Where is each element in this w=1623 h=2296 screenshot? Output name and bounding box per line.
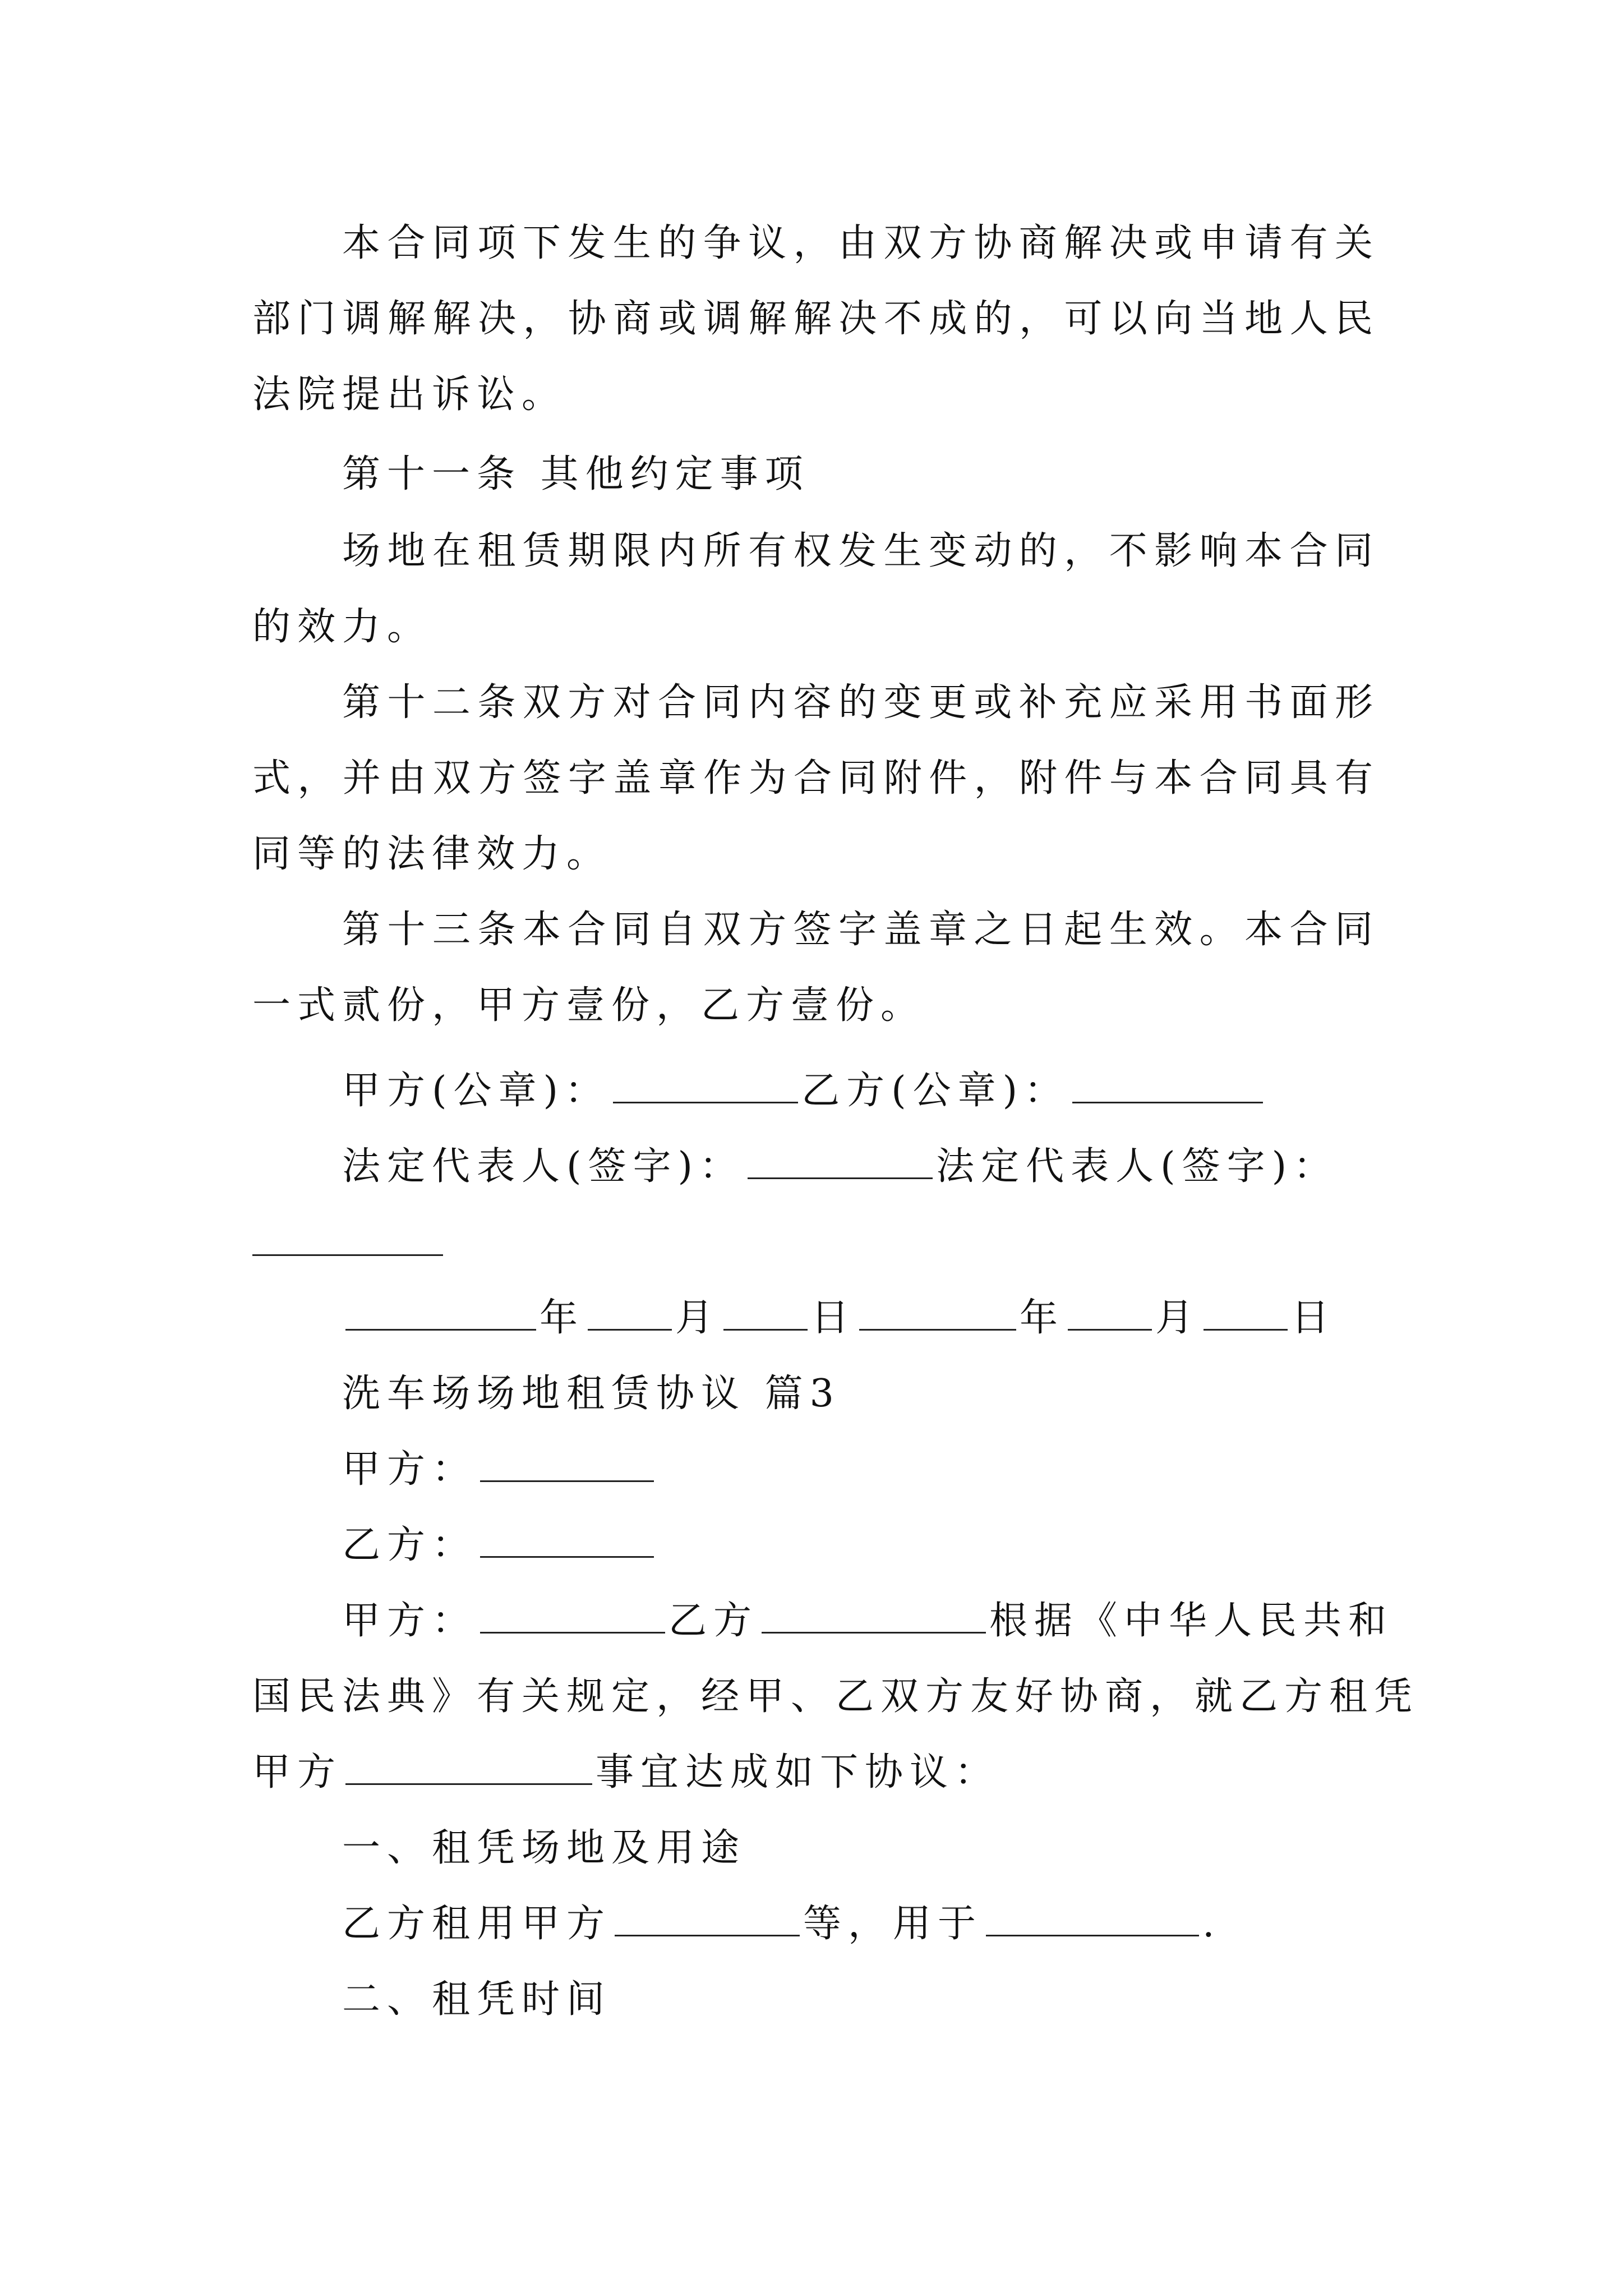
article-11-heading: 第十一条 其他约定事项: [342, 452, 810, 496]
party-a-seal-label: 甲方(公章)：: [342, 1069, 610, 1113]
use-period: .: [1202, 1902, 1221, 1946]
intro-party-b-blank: [762, 1599, 986, 1634]
intro-line-1: [342, 1593, 1393, 1649]
intro-agreement: 事宜达成如下协议：: [596, 1750, 1000, 1795]
month-label: 月: [675, 1296, 721, 1340]
intro-line-3: [252, 1745, 999, 1801]
use-item-blank: [615, 1902, 800, 1936]
year-label: 年: [540, 1296, 585, 1340]
ownership-paragraph: 场地在租赁期限内所有权发生变动的，不影响本合同的效力。: [252, 529, 1380, 649]
day-label: 日: [811, 1296, 856, 1340]
date-b-day-blank: [1204, 1296, 1288, 1331]
intro-party-a-2: 甲方: [252, 1750, 343, 1795]
date-a-year-blank: [345, 1296, 536, 1331]
intro-law-ref: 根据《中华人民共和: [989, 1599, 1394, 1643]
party-b-line: [342, 1517, 657, 1573]
use-for: 等，用于: [803, 1902, 983, 1946]
year-label-b: 年: [1020, 1296, 1065, 1340]
article-13-paragraph: 第十三条本合同自双方签字盖章之日起生效。本合同一式贰份，甲方壹份，乙方壹份。: [252, 908, 1380, 1028]
day-label-b: 日: [1291, 1296, 1336, 1340]
date-b-year-blank: [859, 1296, 1016, 1331]
party-a-seal-blank: [613, 1069, 798, 1103]
party-a-blank: [480, 1448, 654, 1482]
section-title: 洗车场场地租赁协议 篇3: [342, 1372, 841, 1416]
use-line: [342, 1896, 1221, 1952]
heading-1: 一、租凭场地及用途: [342, 1826, 746, 1870]
use-purpose-blank: [986, 1902, 1199, 1936]
party-a-label: 甲方：: [342, 1447, 477, 1492]
date-line: [342, 1290, 1336, 1346]
party-b-seal-label: 乙方(公章)：: [801, 1069, 1069, 1113]
seal-line: [342, 1063, 1266, 1119]
date-a-day-blank: [723, 1296, 808, 1331]
party-b-seal-blank: [1072, 1069, 1263, 1103]
use-lease: 乙方租用甲方: [342, 1902, 612, 1946]
representative-line: [342, 1139, 1338, 1195]
intro-matter-blank: [345, 1751, 592, 1785]
dispute-paragraph: 本合同项下发生的争议，由双方协商解决或申请有关部门调解解决，协商或调解解决不成的，可以向当地人民法院提出诉讼。: [252, 221, 1380, 417]
party-b-label: 乙方：: [342, 1523, 477, 1567]
month-label-b: 月: [1155, 1296, 1201, 1340]
date-a-month-blank: [588, 1296, 672, 1331]
date-b-month-blank: [1068, 1296, 1152, 1331]
article-12-paragraph: 第十二条双方对合同内容的变更或补充应采用书面形式，并由双方签字盖章作为合同附件，附件与本合同具有同等的法律效力。: [252, 680, 1380, 876]
heading-2: 二、租凭时间: [342, 1977, 612, 2022]
intro-party-a: 甲方：: [342, 1599, 477, 1643]
rep-b-blank: [252, 1254, 443, 1256]
party-a-line: [342, 1442, 657, 1498]
intro-line-2: 国民法典》有关规定，经甲、乙双方友好协商，就乙方租凭: [252, 1674, 1419, 1719]
intro-party-b: 乙方: [668, 1599, 759, 1643]
rep-a-blank: [748, 1145, 933, 1179]
party-b-blank: [480, 1524, 654, 1558]
intro-party-a-blank: [480, 1599, 665, 1634]
rep-a-label: 法定代表人(签字)：: [342, 1144, 745, 1189]
rep-b-label: 法定代表人(签字)：: [936, 1144, 1339, 1189]
